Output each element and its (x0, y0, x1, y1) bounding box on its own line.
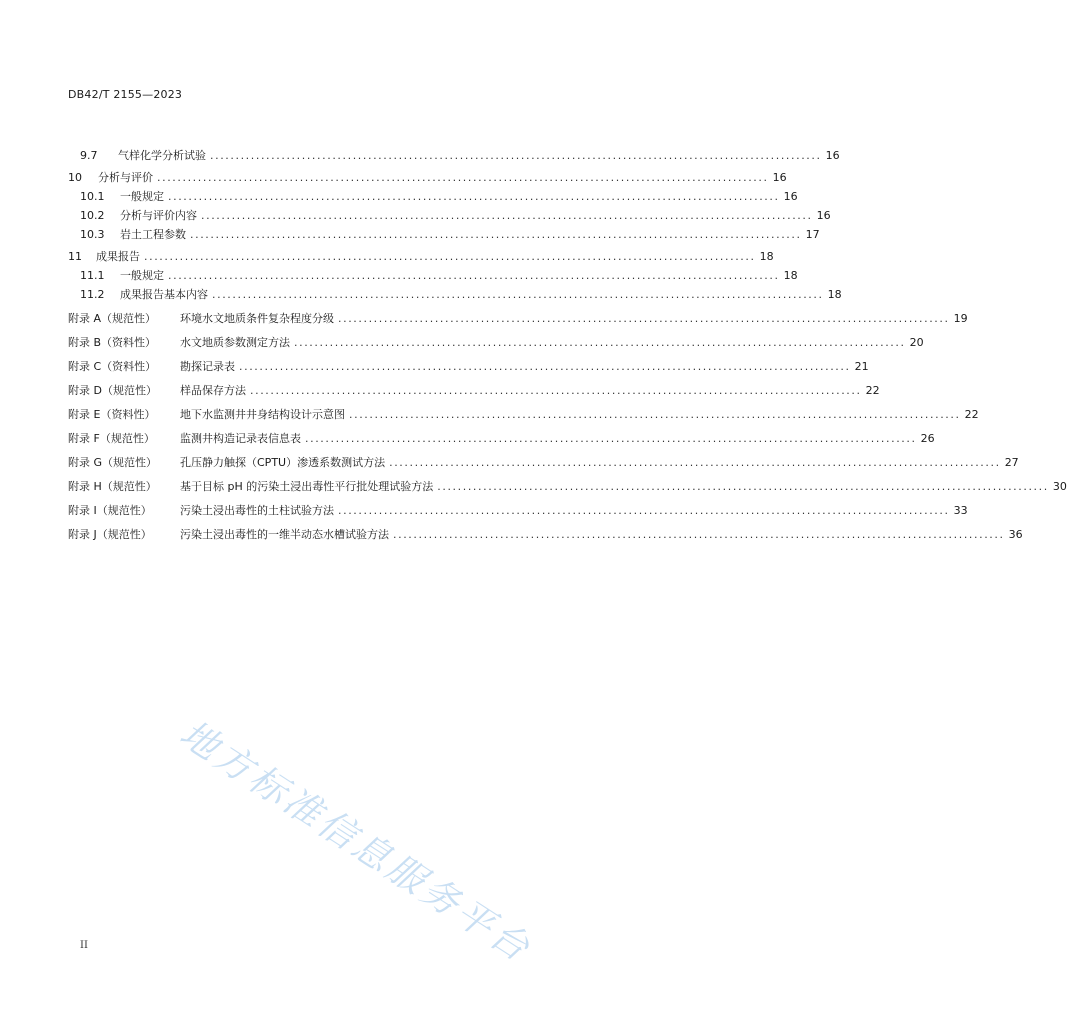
toc-entry[interactable] (68, 332, 924, 350)
toc-leader-dots: ........................................................................................................................ (338, 504, 950, 517)
toc-entry-title: 监测井构造记录表信息表 (180, 432, 301, 445)
toc-leader-dots: ........................................................................................................................ (349, 408, 961, 421)
toc-entry-page: 18 (827, 288, 842, 301)
toc-entry-number: 10.3 (80, 228, 105, 241)
toc-entry-number: 附录 G（规范性） (68, 456, 158, 469)
toc-entry[interactable] (80, 284, 842, 302)
toc-entry-title: 水文地质参数测定方法 (180, 336, 290, 349)
toc-entry-number: 附录 F（规范性） (68, 432, 155, 445)
toc-leader-dots: ........................................................................................................................ (437, 480, 1049, 493)
toc-entry-title: 孔压静力触探（CPTU）渗透系数测试方法 (180, 456, 386, 469)
toc-entry[interactable] (68, 452, 1019, 470)
toc-entry-page: 18 (783, 269, 798, 282)
toc-leader-dots: ........................................................................................................................ (393, 528, 1005, 541)
toc-entry-number: 9.7 (80, 149, 98, 162)
toc-entry-title: 环境水文地质条件复杂程度分级 (180, 312, 334, 325)
toc-entry[interactable] (68, 476, 1067, 494)
toc-entry-title: 成果报告基本内容 (120, 288, 208, 301)
toc-entry-title: 分析与评价内容 (120, 209, 197, 222)
toc-entry-number: 附录 J（规范性） (68, 528, 152, 541)
toc-leader-dots: ........................................................................................................................ (239, 360, 851, 373)
toc-entry[interactable] (68, 524, 1023, 542)
toc-leader-dots: ........................................................................................................................ (157, 171, 769, 184)
toc-entry-title: 分析与评价 (98, 171, 153, 184)
toc-entry-number: 11 (68, 250, 82, 263)
toc-leader-dots: ........................................................................................................................ (190, 228, 802, 241)
toc-entry-page: 33 (953, 504, 968, 517)
toc-leader-dots: ........................................................................................................................ (168, 269, 780, 282)
toc-entry[interactable] (80, 265, 798, 283)
toc-leader-dots: ........................................................................................................................ (144, 250, 756, 263)
toc-entry[interactable] (80, 145, 840, 163)
toc-entry-number: 附录 H（规范性） (68, 480, 157, 493)
toc-entry-number: 10.2 (80, 209, 105, 222)
toc-entry-page: 22 (865, 384, 880, 397)
toc-entry[interactable] (68, 428, 935, 446)
page-header-standard-number: DB42/T 2155—2023 (68, 88, 183, 101)
watermark: 地方标准信息服务平台 (172, 711, 540, 972)
toc-entry[interactable] (80, 205, 831, 223)
toc-entry[interactable] (68, 308, 968, 326)
toc-leader-dots: ........................................................................................................................ (389, 456, 1001, 469)
toc-entry-number: 附录 I（规范性） (68, 504, 152, 517)
toc-entry-number: 附录 E（资料性） (68, 408, 156, 421)
toc-entry-title: 基于目标 pH 的污染土浸出毒性平行批处理试验方法 (180, 480, 434, 493)
toc-entry-number: 10 (68, 171, 82, 184)
toc-leader-dots: ........................................................................................................................ (338, 312, 950, 325)
toc-entry-page: 21 (854, 360, 869, 373)
toc-entry-title: 一般规定 (120, 190, 164, 203)
toc-entry-page: 17 (805, 228, 820, 241)
toc-entry-number: 附录 B（资料性） (68, 336, 157, 349)
toc-entry[interactable] (68, 246, 774, 264)
toc-entry-title: 气样化学分析试验 (118, 149, 206, 162)
toc-entry[interactable] (68, 380, 880, 398)
toc-entry-number: 附录 A（规范性） (68, 312, 157, 325)
toc-entry-page: 18 (759, 250, 774, 263)
toc-entry[interactable] (80, 186, 798, 204)
toc-entry-page: 16 (816, 209, 831, 222)
toc-entry-page: 16 (772, 171, 787, 184)
toc-leader-dots: ........................................................................................................................ (210, 149, 822, 162)
toc-entry-title: 样品保存方法 (180, 384, 246, 397)
toc-leader-dots: ........................................................................................................................ (305, 432, 917, 445)
toc-entry-number: 11.2 (80, 288, 105, 301)
toc-entry-title: 地下水监测井井身结构设计示意图 (180, 408, 345, 421)
toc-entry-page: 27 (1004, 456, 1019, 469)
toc-leader-dots: ........................................................................................................................ (212, 288, 824, 301)
toc-entry[interactable] (68, 404, 979, 422)
toc-entry[interactable] (68, 167, 787, 185)
toc-entry-title: 勘探记录表 (180, 360, 235, 373)
toc-leader-dots: ........................................................................................................................ (250, 384, 862, 397)
toc-entry-title: 污染土浸出毒性的土柱试验方法 (180, 504, 334, 517)
toc-entry-number: 10.1 (80, 190, 105, 203)
toc-entry-page: 16 (783, 190, 798, 203)
toc-leader-dots: ........................................................................................................................ (201, 209, 813, 222)
toc-entry-number: 附录 C（资料性） (68, 360, 157, 373)
toc-entry-page: 30 (1052, 480, 1067, 493)
toc-entry-number: 附录 D（规范性） (68, 384, 157, 397)
page-number: II (80, 940, 88, 951)
toc-entry-title: 成果报告 (96, 250, 140, 263)
toc-entry[interactable] (68, 500, 968, 518)
toc-entry-page: 22 (964, 408, 979, 421)
toc-entry-number: 11.1 (80, 269, 105, 282)
toc-leader-dots: ........................................................................................................................ (168, 190, 780, 203)
toc-entry-title: 一般规定 (120, 269, 164, 282)
toc-entry-title: 岩土工程参数 (120, 228, 186, 241)
toc-leader-dots: ........................................................................................................................ (294, 336, 906, 349)
toc-entry-page: 36 (1008, 528, 1023, 541)
toc-entry[interactable] (68, 356, 869, 374)
toc-entry-page: 20 (909, 336, 924, 349)
toc-entry-title: 污染土浸出毒性的一维半动态水槽试验方法 (180, 528, 389, 541)
toc-entry-page: 19 (953, 312, 968, 325)
toc-entry-page: 26 (920, 432, 935, 445)
toc-entry[interactable] (80, 224, 820, 242)
toc-entry-page: 16 (825, 149, 840, 162)
